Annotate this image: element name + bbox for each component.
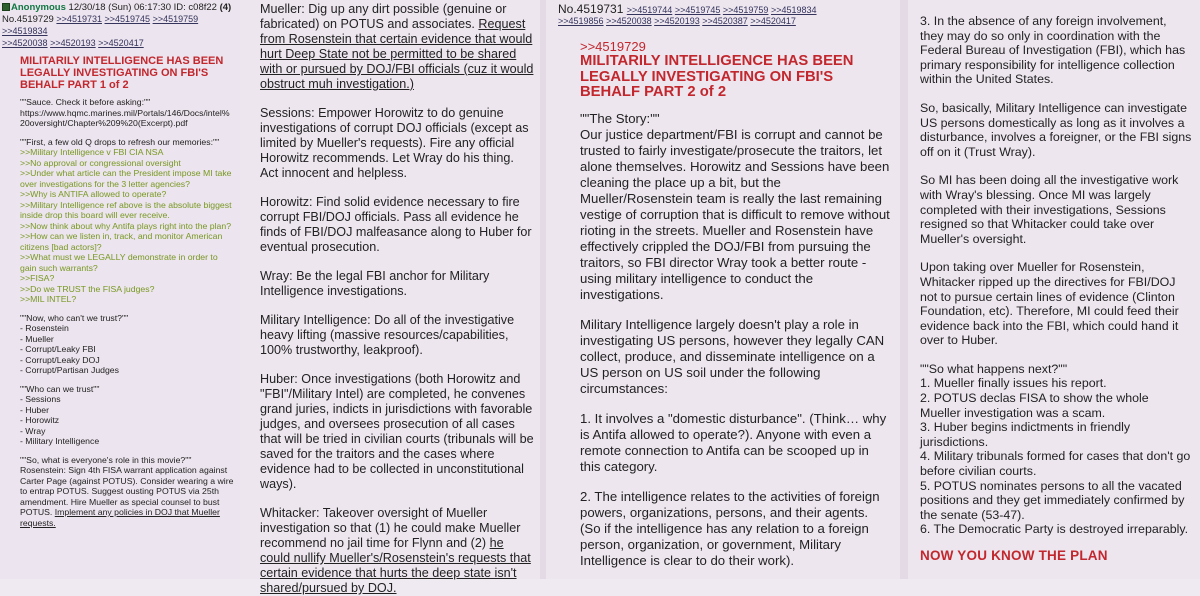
greentext-line: >>Under what article can the President impose MI take over investigations for the 3 letter agencies? [20, 168, 232, 189]
reply-link[interactable]: >>4519856 [558, 16, 604, 26]
reply-link[interactable]: >>4520038 [606, 16, 652, 26]
post1-continued-panel [240, 0, 540, 595]
post2-panel [546, 0, 900, 579]
reply-link[interactable]: >>4520417 [750, 16, 796, 26]
reply-link[interactable]: >>4519744 [626, 5, 673, 15]
mueller-text: Mueller: Dig up any dirt possible (genuine or fabricated) on POTUS and associates. [260, 2, 507, 31]
greentext-line: >>How can we listen in, track, and monitor American citizens [bad actors]? [20, 231, 223, 252]
post-datetime: 12/30/18 (Sun) 06:17:30 [68, 2, 171, 13]
greentext-line: >>FISA? [20, 273, 55, 283]
point-3: 3. In the absence of any foreign involvement, they may do so only in coordination with the Federal Bureau of Investigation (FBI), which has primary responsibility for intelligence collection within the United States. [920, 14, 1186, 87]
next-heading: ""So what happens next?"" [920, 361, 1068, 376]
post1-header [0, 0, 240, 14]
list-item: - Corrupt/Partisan Judges [20, 365, 119, 375]
whitacker-text: Whitacker: Takeover oversight of Mueller investigation so that (1) he could make Mueller recommend no jail time for Flynn and (2) [260, 506, 521, 550]
whitacker-underlined: he could nullify Mueller's/Rosenstein's requests that certain evidence that hurts the deep state isn't shared/pursued by DOJ. [260, 536, 531, 595]
greentext-line: >>MIL INTEL? [20, 294, 77, 304]
post2-title: MILITARILY INTELLIGENCE HAS BEEN LEGALLY INVESTIGATING ON FBI'S BEHALF PART 2 of 2 [580, 53, 854, 100]
post1-panel [0, 0, 240, 579]
milintel-role-text: Military Intelligence largely doesn't play a role in investigating US persons, however they legally CAN collect, produce, and disseminate intelligence on a US person on US soil under the following circumstances: [580, 316, 885, 396]
role-heading: ""So, what is everyone's role in this movie?"" [20, 454, 192, 465]
wray-text: Wray: Be the legal FBI anchor for Military Intelligence investigations. [260, 269, 490, 298]
greentext-line: >>Now think about why Antifa plays right into the plan? [20, 220, 232, 231]
list-item: 1. Mueller finally issues his report. [920, 376, 1107, 391]
closing-text: NOW YOU KNOW THE PLAN [920, 548, 1108, 563]
rosenstein-text: Rosenstein: Sign 4th FISA warrant application against Carter Page (against POTUS). Consider wearing a wire to entrap POTUS. Suggest ousting POTUS via 25th amendment. Hire Mueller as special counsel to bust POTUS. [20, 465, 234, 517]
greentext-line: >>What must we LEGALLY demonstrate in order to gain such warrants? [20, 252, 218, 273]
milintel-text: Military Intelligence: Do all of the investigative heavy lifting (massive resources/capabilities, 100% trustworthy, leakproof). [260, 313, 515, 357]
reply-link[interactable]: >>4520038 [2, 38, 48, 48]
basically-text: So, basically, Military Intelligence can investigate US persons domestically as long as it involves a disturbance, involves a foreigner, or the FBI signs off on it (Trust Wray). [920, 100, 1192, 159]
rosenstein-underlined: Implement any policies in DOJ that Mueller requests. [20, 507, 220, 528]
reply-link[interactable]: >>4519745 [674, 5, 721, 15]
list-item: 6. The Democratic Party is destroyed irreparably. [920, 522, 1189, 537]
story-heading: ""The Story:"" [580, 110, 660, 126]
mueller-underlined: Request from Rosenstein that certain evidence that would hurt Deep State not be permitted to be shared with or pursued by DOJ/FBI officials (cuz it would obstruct muh investigation.) [260, 17, 534, 91]
point-2: 2. The intelligence relates to the activities of foreign powers, organizations, persons, and their agents. (So if the intelligence has any relation to a foreign person, organization, or government, Military Intelligence is clear to do their work). [580, 488, 880, 568]
reply-link[interactable]: >>4519834 [770, 5, 817, 15]
post1-title: MILITARILY INTELLIGENCE HAS BEEN LEGALLY INVESTIGATING ON FBI'S BEHALF PART 1 of 2 [20, 55, 224, 91]
greentext-line: >>No approval or congressional oversight [20, 157, 181, 168]
reply-link[interactable]: >>4519759 [722, 5, 769, 15]
trust-heading: ""Who can we trust"" [20, 383, 100, 394]
sessions-text: Sessions: Empower Horowitz to do genuine investigations of corrupt DOJ officials (except as limited by Mueller's requests). Fire any official Horowitz recommends. Let Wray do his thing. Act innocent and helpless. [260, 106, 529, 180]
list-item: - Horowitz [20, 415, 60, 425]
list-item: 5. POTUS nominates persons to all the vacated positions and they get immediately confirmed by the senate (53-47). [920, 478, 1185, 522]
list-item: - Mueller [20, 333, 54, 344]
list-item: 2. POTUS declas FISA to show the whole Mueller investigation was a scam. [920, 391, 1149, 420]
list-item: - Sessions [20, 394, 61, 404]
greentext-line: >>Why is ANTIFA allowed to operate? [20, 189, 167, 199]
list-item: - Corrupt/Leaky DOJ [20, 354, 100, 365]
list-item: 3. Huber begins indictments in friendly jurisdictions. [920, 420, 1131, 449]
reply-link[interactable]: >>4519834 [2, 26, 48, 36]
sauce-line: ""Sauce. Check it before asking:"" [20, 97, 151, 107]
horowitz-text: Horowitz: Find solid evidence necessary to fire corrupt FBI/DOJ officials. Pass all evidence he finds of FBI/DOJ malfeasance along to Huber for eventual prosecution. [260, 195, 532, 254]
mi-work-text: So MI has been doing all the investigative work with Wray's blessing. Once MI was largely completed with their investigations, Sessions resigned so that Whitacker could take over Mueller's oversight. [920, 173, 1179, 246]
greentext-line: >>Military Intelligence v FBI CIA NSA [20, 147, 164, 157]
checkbox-icon[interactable] [2, 3, 10, 11]
story-text: Our justice department/FBI is corrupt and cannot be trusted to fairly investigate/prosecute the traitors, let alone themselves. Horowitz and Sessions have been cleaning the place up a bit, but the Mueller/Rosenstein team is really the last remaining vestige of corruption that is difficult to remove without rioting in the streets. Mueller and Rosenstein have effectively crippled the DOJ/FBI from pursuing the traitors, so FBI director Wray took a better route - using military intelligence to conduct the investigations. [580, 126, 890, 302]
reply-link[interactable]: >>4519731 [56, 14, 102, 24]
sauce-url: https://www.hqmc.marines.mil/Portals/146/Docs/intel%20oversight/Chapter%209%20(Excerpt).pdf [20, 107, 230, 128]
post-number[interactable]: No.4519729 [2, 14, 54, 25]
list-item: 4. Military tribunals formed for cases that don't go before civilian courts. [920, 449, 1191, 479]
reply-link[interactable]: >>4519759 [152, 14, 199, 24]
huber-text: Huber: Once investigations (both Horowitz and "FBI"/Military Intel) are completed, he convenes grand juries, indicts in jurisdictions with favorable judges, and oversees prosecution of all cases that will be tried in civilian courts (tribunals will be saved for the traitors and the cases where evidence had to be collected in unconstitutional ways). [260, 372, 534, 491]
list-item: - Huber [20, 404, 49, 415]
list-item: - Wray [20, 425, 46, 436]
divider [900, 0, 908, 579]
post-author: Anonymous [11, 2, 66, 13]
reply-link[interactable]: >>4520193 [654, 16, 700, 26]
post-number[interactable]: No.4519731 [558, 2, 624, 16]
reply-link[interactable]: >>4520193 [50, 38, 96, 48]
reply-link[interactable]: >>4520387 [702, 16, 748, 26]
takeover-text: Upon taking over Mueller for Rosenstein, Whitacker ripped up the directives for FBI/DOJ not to pursue certain lines of evidence (Clinton Foundation, etc). Therefore, MI could feed their evidence back into the FBI, which could hand it over to Huber. [920, 260, 1179, 348]
list-item: - Rosenstein [20, 323, 69, 333]
refresh-intro: ""First, a few old Q drops to refresh our memories:"" [20, 136, 220, 147]
greentext-line: >>Do we TRUST the FISA judges? [20, 283, 155, 294]
reply-link[interactable]: >>4519745 [104, 14, 151, 24]
poster-id[interactable]: ID: c08f22 [173, 2, 217, 13]
list-item: - Military Intelligence [20, 436, 100, 446]
distrust-heading: ""Now, who can't we trust?"" [20, 312, 129, 323]
post2-continued-panel [908, 0, 1200, 579]
greentext-line: >>Military Intelligence ref above is the absolute biggest inside drop this board will ever receive. [20, 199, 232, 220]
list-item: - Corrupt/Leaky FBI [20, 344, 96, 354]
point-1: 1. It involves a "domestic disturbance". (Think… why is Antifa allowed to operate?). Anyone with even a remote connection to Antifa can be scooped up in this category. [580, 410, 887, 474]
quote-link[interactable]: >>4519729 [580, 39, 646, 54]
poster-id-count: (4) [219, 2, 232, 13]
reply-link[interactable]: >>4520417 [98, 38, 144, 48]
